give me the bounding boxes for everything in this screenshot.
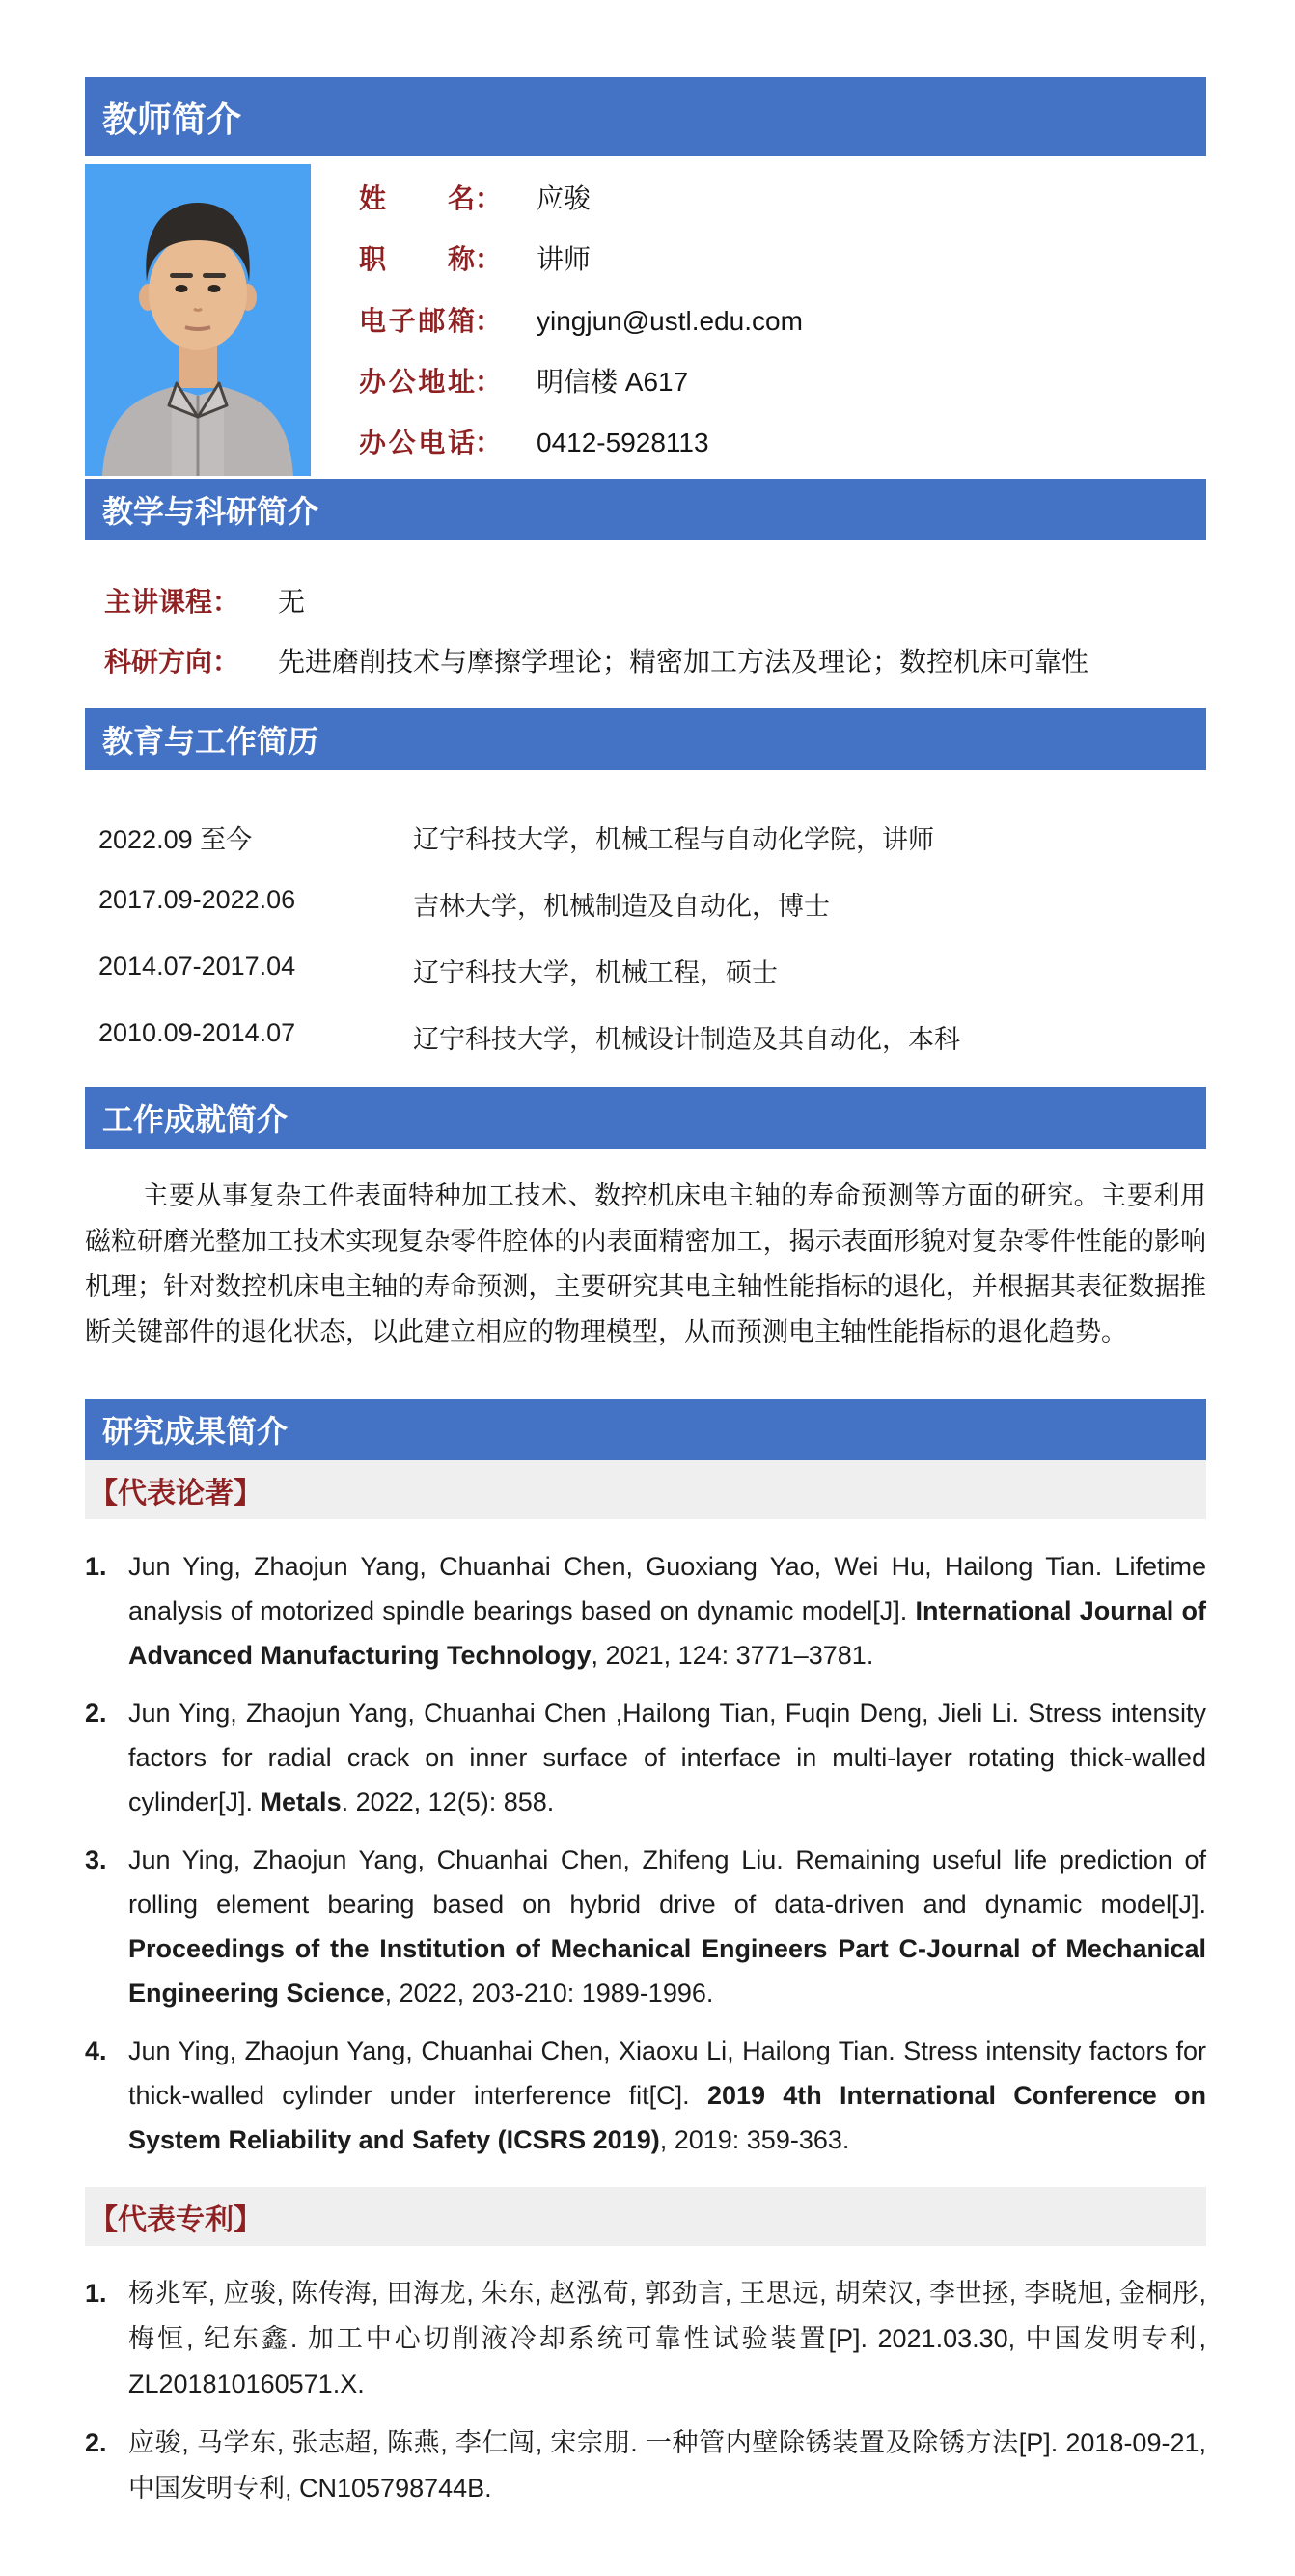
history-row xyxy=(98,885,1206,923)
patent-item xyxy=(85,2271,1206,2407)
info-row xyxy=(359,422,1206,460)
history-row xyxy=(98,952,1206,989)
subsection-title-publications: 【代表论著】 xyxy=(89,1477,262,1510)
teaching-rows xyxy=(85,540,1206,701)
section-banner-history xyxy=(85,708,1206,770)
field-label-wrap xyxy=(359,367,502,397)
teaching-row xyxy=(104,641,1206,679)
publication-text: Jun Ying, Zhaojun Yang, Chuanhai Chen ,Hailong Tian, Fuqin Deng, Jieli Li. Stress intensity factors for radial crack on inner surface of interface in multi-layer rotating thick-walled cylinder[J]. Metals. 2022, 12(5): 858. xyxy=(128,1699,1206,1816)
history-detail: 吉林大学，机械制造及自动化，博士 xyxy=(413,892,830,921)
field-label-wrap xyxy=(359,306,502,336)
history-period: 2010.09-2014.07 xyxy=(98,1018,296,1047)
section-title-research: 研究成果简介 xyxy=(102,1414,289,1449)
history-detail: 辽宁科技大学，机械工程与自动化学院，讲师 xyxy=(413,825,934,854)
publication-item xyxy=(85,1544,1206,1677)
publication-number: 1. xyxy=(85,1552,107,1581)
section-title-achievements: 工作成就简介 xyxy=(102,1102,289,1137)
section-title-teacher-intro: 教师简介 xyxy=(102,98,242,139)
teaching-label-wrap xyxy=(104,587,239,617)
field-label-wrap xyxy=(359,428,502,457)
field-label-wrap xyxy=(359,244,502,274)
history-period: 2022.09 至今 xyxy=(98,825,253,854)
section-banner-teacher-intro xyxy=(85,77,1206,156)
basic-info-list xyxy=(311,164,1206,476)
patent-text: 杨兆军, 应骏, 陈传海, 田海龙, 朱东, 赵泓荀, 郭劲言, 王思远, 胡荣汉, 李世拯, 李晓旭, 金桐彤, 梅恒, 纪东鑫. 加工中心切削液冷却系统可靠性试验装置[P]. 2021.03.30, 中国发明专利, ZL201810160571.X. xyxy=(128,2279,1206,2398)
publication-item xyxy=(85,2029,1206,2162)
publication-text: Jun Ying, Zhaojun Yang, Chuanhai Chen, Guoxiang Yao, Wei Hu, Hailong Tian. Lifetime analysis of motorized spindle bearings based on dynamic model[J]. International Journal of Advanced Manufacturing Technology, 2021, 124: 3771–3781. xyxy=(128,1552,1206,1670)
section-banner-teaching-research xyxy=(85,479,1206,540)
field-colon: ： xyxy=(475,305,503,336)
portrait-illustration xyxy=(85,164,311,476)
history-row xyxy=(98,1018,1206,1056)
teacher-profile-page xyxy=(85,77,1206,2511)
publication-item xyxy=(85,1691,1206,1824)
teaching-value: 无 xyxy=(278,587,306,617)
patent-number: 1. xyxy=(85,2279,107,2308)
subsection-title-patents: 【代表专利】 xyxy=(89,2203,262,2236)
field-label: 姓名 xyxy=(359,183,475,213)
field-value: 明信楼 A617 xyxy=(537,366,689,397)
field-value: yingjun@ustl.edu.com xyxy=(537,305,803,336)
field-label-wrap xyxy=(359,183,502,213)
publication-number: 4. xyxy=(85,2036,107,2065)
info-row xyxy=(359,238,1206,277)
section-title-history: 教育与工作简历 xyxy=(102,724,319,759)
teaching-label: 科研方向 xyxy=(104,647,213,677)
history-detail: 辽宁科技大学，机械设计制造及其自动化，本科 xyxy=(413,1025,960,1054)
teaching-colon: ： xyxy=(212,647,240,677)
patent-number: 2. xyxy=(85,2428,107,2457)
teaching-value: 先进磨削技术与摩擦学理论；精密加工方法及理论；数控机床可靠性 xyxy=(278,647,1089,677)
teaching-row xyxy=(104,581,1206,620)
section-banner-research xyxy=(85,1399,1206,1460)
section-banner-achievements xyxy=(85,1087,1206,1149)
field-value: 讲师 xyxy=(537,244,592,275)
publication-number: 3. xyxy=(85,1845,107,1874)
info-row xyxy=(359,300,1206,339)
field-colon: ： xyxy=(475,183,503,213)
publications-list xyxy=(85,1519,1206,2162)
achievements-paragraph: 主要从事复杂工件表面特种加工技术、数控机床电主轴的寿命预测等方面的研究。主要利用磁粒研磨光整加工技术实现复杂零件腔体的内表面精密加工，揭示表面形貌对复杂零件性能的影响机理；针对数控机床电主轴的寿命预测，主要研究其电主轴性能指标的退化，并根据其表征数据推断关键部件的退化状态，以此建立相应的物理模型，从而预测电主轴性能指标的退化趋势。 xyxy=(85,1181,1206,1346)
field-colon: ： xyxy=(475,244,503,275)
teaching-label-wrap xyxy=(104,647,239,677)
patent-item xyxy=(85,2421,1206,2511)
section-title-teaching-research: 教学与科研简介 xyxy=(102,494,319,529)
history-detail: 辽宁科技大学，机械工程，硕士 xyxy=(413,958,778,987)
profile-row xyxy=(85,164,1206,476)
info-row xyxy=(359,361,1206,400)
patent-text: 应骏, 马学东, 张志超, 陈燕, 李仁闯, 宋宗朋. 一种管内壁除锈装置及除锈方法[P]. 2018-09-21, 中国发明专利, CN105798744B. xyxy=(128,2428,1206,2503)
field-label: 办公电话 xyxy=(359,428,475,457)
teaching-colon: ： xyxy=(212,587,240,617)
publication-item xyxy=(85,1838,1206,2015)
subsection-patents xyxy=(85,2187,1206,2246)
publication-text: Jun Ying, Zhaojun Yang, Chuanhai Chen, Zhifeng Liu. Remaining useful life prediction of rolling element bearing based on hybrid drive of data-driven and dynamic model[J]. Proceedings of the Institution of Mechanical Engineers Part C-Journal of Mechanical Engineering Science, 2022, 203-210: 1989-1996. xyxy=(128,1845,1206,2008)
field-value: 应骏 xyxy=(537,183,592,213)
info-row xyxy=(359,178,1206,216)
field-colon: ： xyxy=(475,428,503,457)
teacher-photo xyxy=(85,164,311,476)
field-label: 职称 xyxy=(359,244,475,275)
field-value: 0412-5928113 xyxy=(537,428,709,457)
history-period: 2017.09-2022.06 xyxy=(98,885,296,914)
field-label: 办公地址 xyxy=(359,366,475,397)
history-list xyxy=(85,770,1206,1079)
publication-text: Jun Ying, Zhaojun Yang, Chuanhai Chen, Xiaoxu Li, Hailong Tian. Stress intensity factors for thick-walled cylinder under interference fit[C]. 2019 4th International Conference on System Reliability and Safety (ICSRS 2019), 2019: 359-363. xyxy=(128,2036,1206,2154)
field-label: 电子邮箱 xyxy=(359,305,475,336)
history-period: 2014.07-2017.04 xyxy=(98,952,296,981)
subsection-publications xyxy=(85,1460,1206,1519)
history-row xyxy=(98,818,1206,856)
teaching-label: 主讲课程 xyxy=(104,587,213,617)
patents-list xyxy=(85,2246,1206,2511)
field-colon: ： xyxy=(475,366,503,397)
publication-number: 2. xyxy=(85,1699,107,1728)
